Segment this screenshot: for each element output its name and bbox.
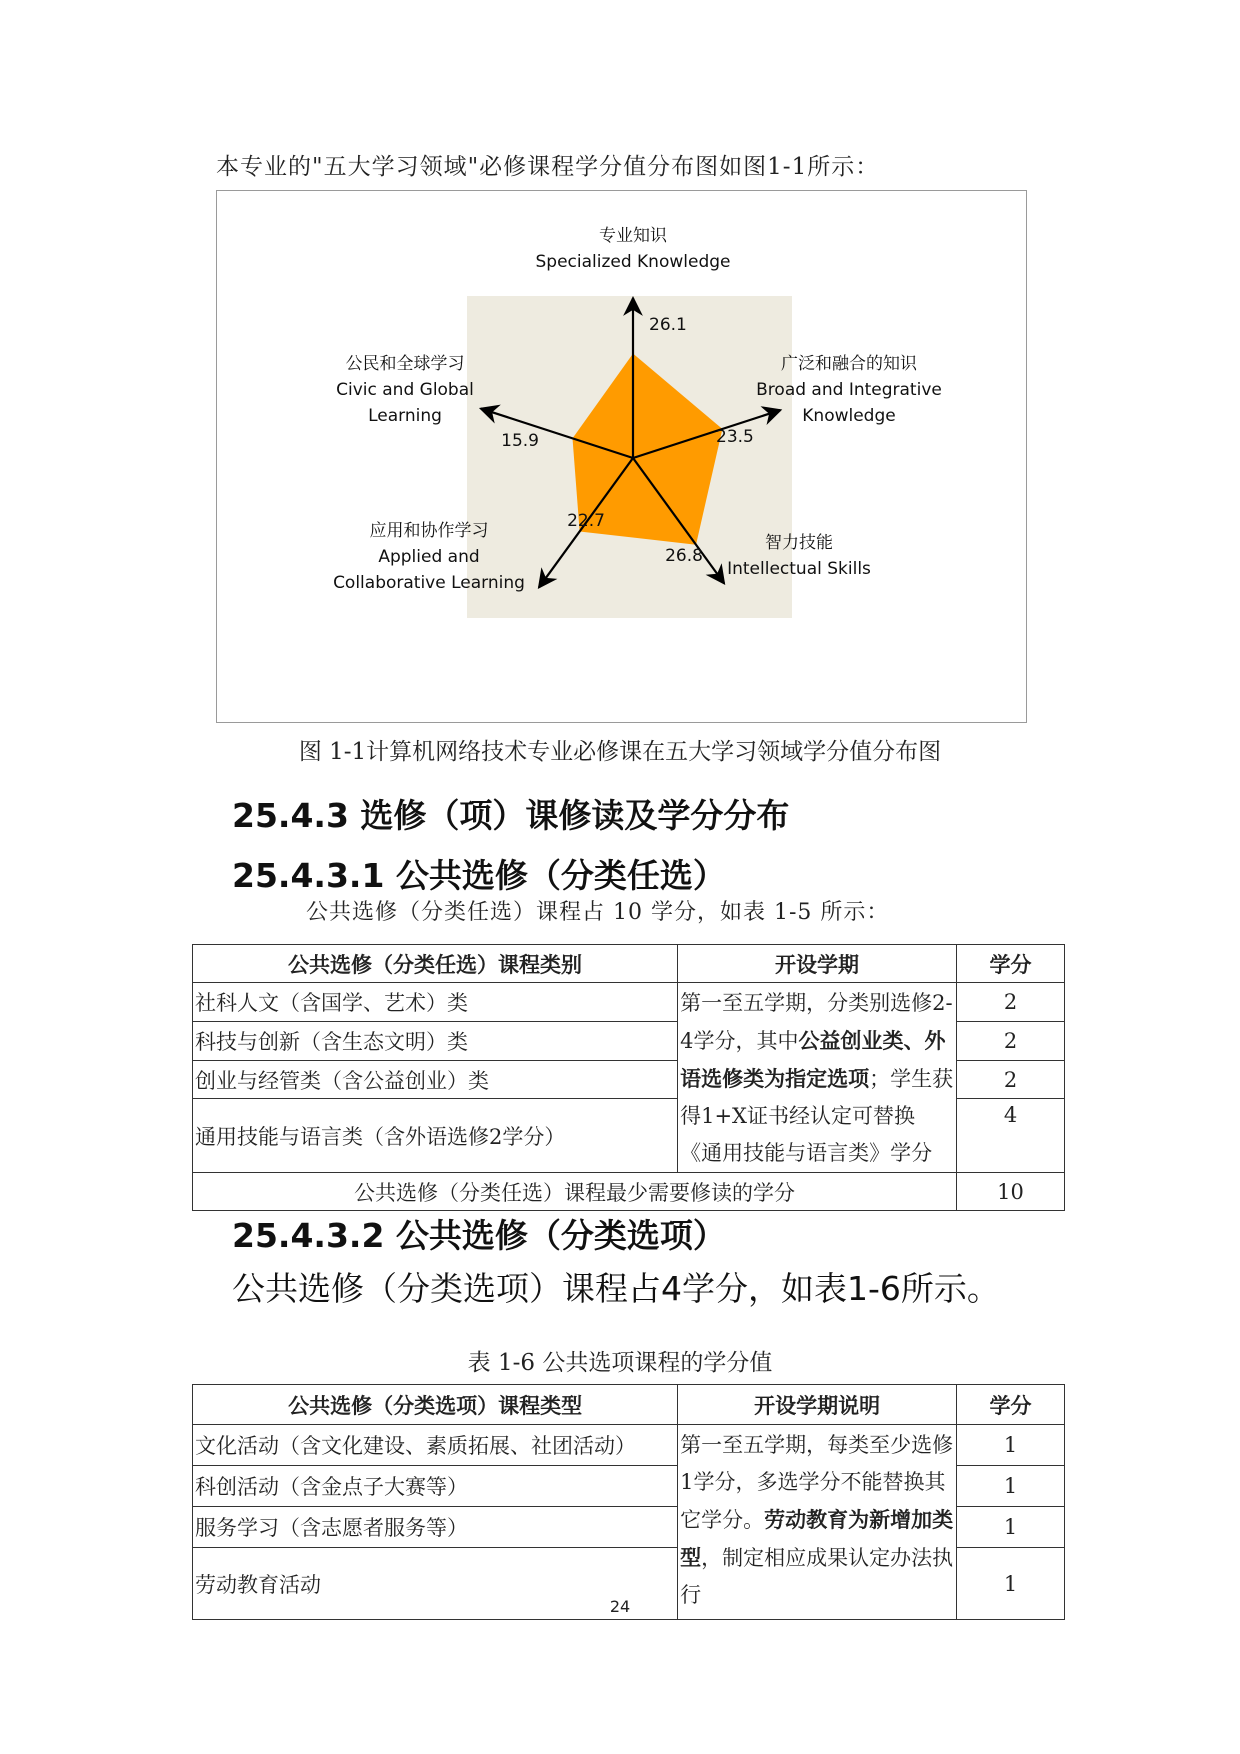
axis-label: 广泛和融合的知识 Broad and Integrative Knowledge: [756, 354, 942, 426]
table2-header: 公共选修（分类选项）课程类型: [193, 1385, 678, 1425]
table2-credit: 1: [957, 1548, 1065, 1620]
table2-credit: 1: [957, 1507, 1065, 1548]
axis-label: 智力技能 Intellectual Skills: [727, 533, 871, 579]
table1-cell: 通用技能与语言类（含外语选修2学分）: [193, 1099, 678, 1173]
table1-header: 学分: [957, 945, 1065, 983]
table1-credit: 4: [957, 1099, 1065, 1173]
desc-text: ；学生获得1+X证书经认定可替换《通用技能与语言类》学分: [680, 1067, 954, 1165]
page-number: 24: [609, 1597, 631, 1616]
table1-header: 开设学期: [678, 945, 957, 983]
table2-caption: 表 1-6 公共选项课程的学分值: [467, 1350, 773, 1376]
desc-bold: 劳动教育为新增加类型: [680, 1507, 954, 1570]
table1-cell: 社科人文（含国学、艺术）类: [193, 983, 678, 1022]
data-value-label: 22.7: [567, 511, 605, 531]
subsection-heading: 25.4.3.1 公共选修（分类任选）: [232, 856, 726, 895]
table2-credit: 1: [957, 1466, 1065, 1507]
figure-frame: [216, 190, 1027, 723]
section-heading: 25.4.3 选修（项）课修读及学分分布: [232, 796, 790, 835]
table2-header: 学分: [957, 1385, 1065, 1425]
table2-desc: [678, 1425, 957, 1620]
subsection-heading: 25.4.3.2 公共选修（分类选项）: [232, 1216, 726, 1255]
axis-label: 专业知识 Specialized Knowledge: [535, 226, 731, 272]
table2-cell: 科创活动（含金点子大赛等）: [193, 1466, 678, 1507]
table1-total-value: 10: [957, 1173, 1065, 1211]
data-value-label: 15.9: [501, 431, 539, 451]
table1-lead: 公共选修（分类任选）课程占 10 学分，如表 1-5 所示：: [306, 900, 890, 925]
table1-desc: [678, 983, 957, 1173]
table2-cell: 服务学习（含志愿者服务等）: [193, 1507, 678, 1548]
data-value-label: 26.1: [649, 315, 687, 335]
table1-cell: 创业与经管类（含公益创业）类: [193, 1060, 678, 1099]
table2: [192, 1384, 1065, 1620]
intro-text: 本专业的"五大学习领域"必修课程学分值分布图如图1-1所示：: [216, 154, 880, 180]
table2-cell: 文化活动（含文化建设、素质拓展、社团活动）: [193, 1425, 678, 1466]
table2-cell: 劳动教育活动: [193, 1548, 678, 1620]
table2-header: 开设学期说明: [678, 1385, 957, 1425]
figure-caption: 图 1-1计算机网络技术专业必修课在五大学习领域学分值分布图: [298, 739, 942, 765]
desc-text: ，制定相应成果认定办法执行: [680, 1546, 954, 1607]
table1-credit: 2: [957, 1060, 1065, 1099]
table2-lead: 公共选修（分类选项）课程占4学分，如表1-6所示。: [232, 1269, 1000, 1308]
data-value-label: 26.8: [665, 546, 703, 566]
table1-cell: 科技与创新（含生态文明）类: [193, 1021, 678, 1060]
table1-total-label: 公共选修（分类任选）课程最少需要修读的学分: [193, 1173, 957, 1211]
desc-text: 第一至五学期，分类别选修2-4学分，其中: [680, 991, 953, 1053]
table2-credit: 1: [957, 1425, 1065, 1466]
desc-text: 第一至五学期，每类至少选修1学分，多选学分不能替换其它学分。: [680, 1433, 954, 1532]
axis-label: 应用和协作学习 Applied and Collaborative Learning: [333, 521, 525, 593]
data-value-label: 23.5: [716, 427, 754, 447]
table1-credit: 2: [957, 983, 1065, 1022]
radar-chart: [217, 191, 1028, 724]
axis-label: 公民和全球学习 Civic and Global Learning: [336, 354, 474, 426]
table1-credit: 2: [957, 1021, 1065, 1060]
desc-bold: 公益创业类、外语选修类为指定选项: [680, 1028, 946, 1091]
table1: [192, 944, 1065, 1211]
table1-header: 公共选修（分类任选）课程类别: [193, 945, 678, 983]
